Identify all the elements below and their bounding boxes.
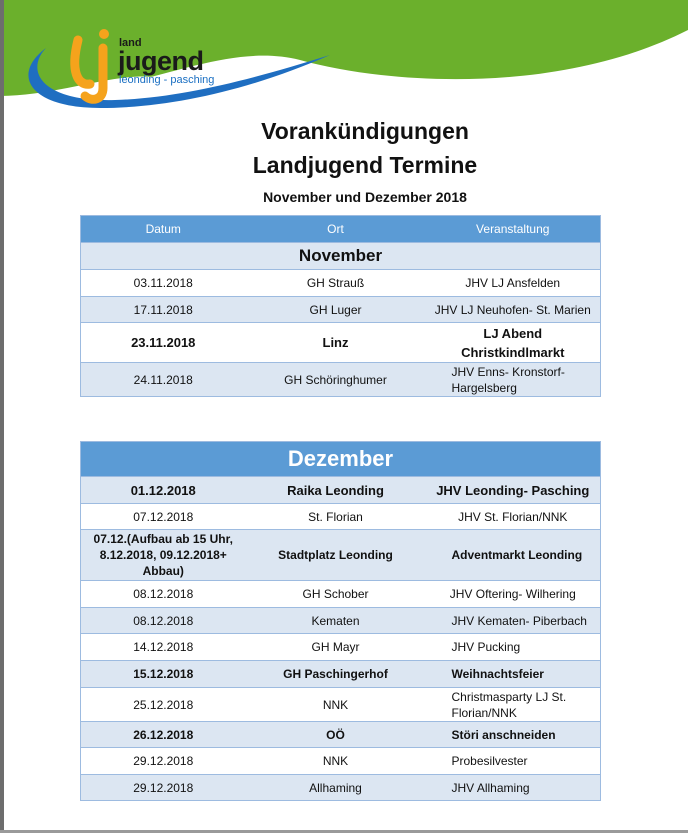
column-header-veranstaltung: Veranstaltung (426, 216, 601, 243)
cell-event: JHV Pucking (426, 634, 601, 661)
cell-place: GH Mayr (246, 634, 426, 661)
table-row (81, 270, 601, 297)
logo-main: jugend (118, 46, 204, 76)
subtitle: November und Dezember 2018 (263, 189, 467, 205)
cell-place: Allhaming (246, 775, 426, 801)
title-line1: Vorankündigungen (261, 118, 469, 144)
cell-event: Weihnachtsfeier (426, 661, 601, 688)
table-row (81, 477, 601, 504)
cell-date: 17.11.2018 (81, 297, 246, 323)
cell-date: 15.12.2018 (81, 661, 246, 688)
cell-event: JHV Allhaming (426, 775, 601, 801)
column-header-ort: Ort (246, 216, 426, 243)
cell-date: 07.12.(Aufbau ab 15 Uhr, 8.12.2018, 09.12.2018+ Abbau) (81, 530, 246, 581)
cell-date: 26.12.2018 (81, 722, 246, 748)
cell-place: Kematen (246, 608, 426, 634)
table-row (81, 688, 601, 722)
cell-date: 29.12.2018 (81, 748, 246, 775)
section-heading-dezember: Dezember (81, 442, 601, 477)
cell-place: GH Strauß (246, 270, 426, 297)
cell-date: 01.12.2018 (81, 477, 246, 504)
cell-date: 08.12.2018 (81, 581, 246, 608)
table-row (81, 323, 601, 363)
table-row (81, 634, 601, 661)
dezember-table (80, 441, 601, 801)
cell-event: JHV Enns- Kronstorf- Hargelsberg (426, 363, 601, 397)
cell-date: 29.12.2018 (81, 775, 246, 801)
cell-event: Adventmarkt Leonding (426, 530, 601, 581)
cell-place: GH Schöringhumer (246, 363, 426, 397)
cell-date: 03.11.2018 (81, 270, 246, 297)
table-row (81, 581, 601, 608)
cell-place: GH Schober (246, 581, 426, 608)
cell-date: 07.12.2018 (81, 504, 246, 530)
cell-event: JHV St. Florian/NNK (426, 504, 601, 530)
cell-event: JHV LJ Neuhofen- St. Marien (426, 297, 601, 323)
cell-place: GH Paschingerhof (246, 661, 426, 688)
table-row (81, 775, 601, 801)
table-row (81, 661, 601, 688)
cell-event: LJ Abend Christkindlmarkt (426, 323, 601, 363)
cell-date: 25.12.2018 (81, 688, 246, 722)
november-table (80, 215, 601, 397)
cell-place: NNK (246, 688, 426, 722)
section-heading-november: November (81, 243, 601, 270)
logo-brand: land (119, 37, 142, 49)
table-row (81, 363, 601, 397)
cell-event: Christmasparty LJ St. Florian/NNK (426, 688, 601, 722)
table-row (81, 297, 601, 323)
cell-place: Raika Leonding (246, 477, 426, 504)
cell-event: JHV Leonding- Pasching (426, 477, 601, 504)
cell-event: Störi anschneiden (426, 722, 601, 748)
cell-event: JHV Kematen- Piberbach (426, 608, 601, 634)
cell-event: JHV Oftering- Wilhering (426, 581, 601, 608)
title-line2: Landjugend Termine (252, 152, 478, 178)
cell-date: 23.11.2018 (81, 323, 246, 363)
cell-event: Probesilvester (426, 748, 601, 775)
cell-place: OÖ (246, 722, 426, 748)
cell-date: 08.12.2018 (81, 608, 246, 634)
cell-place: Linz (246, 323, 426, 363)
table-row (81, 748, 601, 775)
cell-place: Stadtplatz Leonding (246, 530, 426, 581)
logo-sub: leonding - pasching (119, 74, 215, 86)
cell-date: 24.11.2018 (81, 363, 246, 397)
table-row (81, 722, 601, 748)
table-row (81, 608, 601, 634)
cell-place: GH Luger (246, 297, 426, 323)
cell-place: St. Florian (246, 504, 426, 530)
header-swoosh (0, 0, 688, 110)
table-row (81, 504, 601, 530)
cell-place: NNK (246, 748, 426, 775)
page-left-edge (0, 0, 4, 833)
cell-date: 14.12.2018 (81, 634, 246, 661)
table-row (81, 530, 601, 581)
column-header-datum: Datum (81, 216, 246, 243)
cell-event: JHV LJ Ansfelden (426, 270, 601, 297)
